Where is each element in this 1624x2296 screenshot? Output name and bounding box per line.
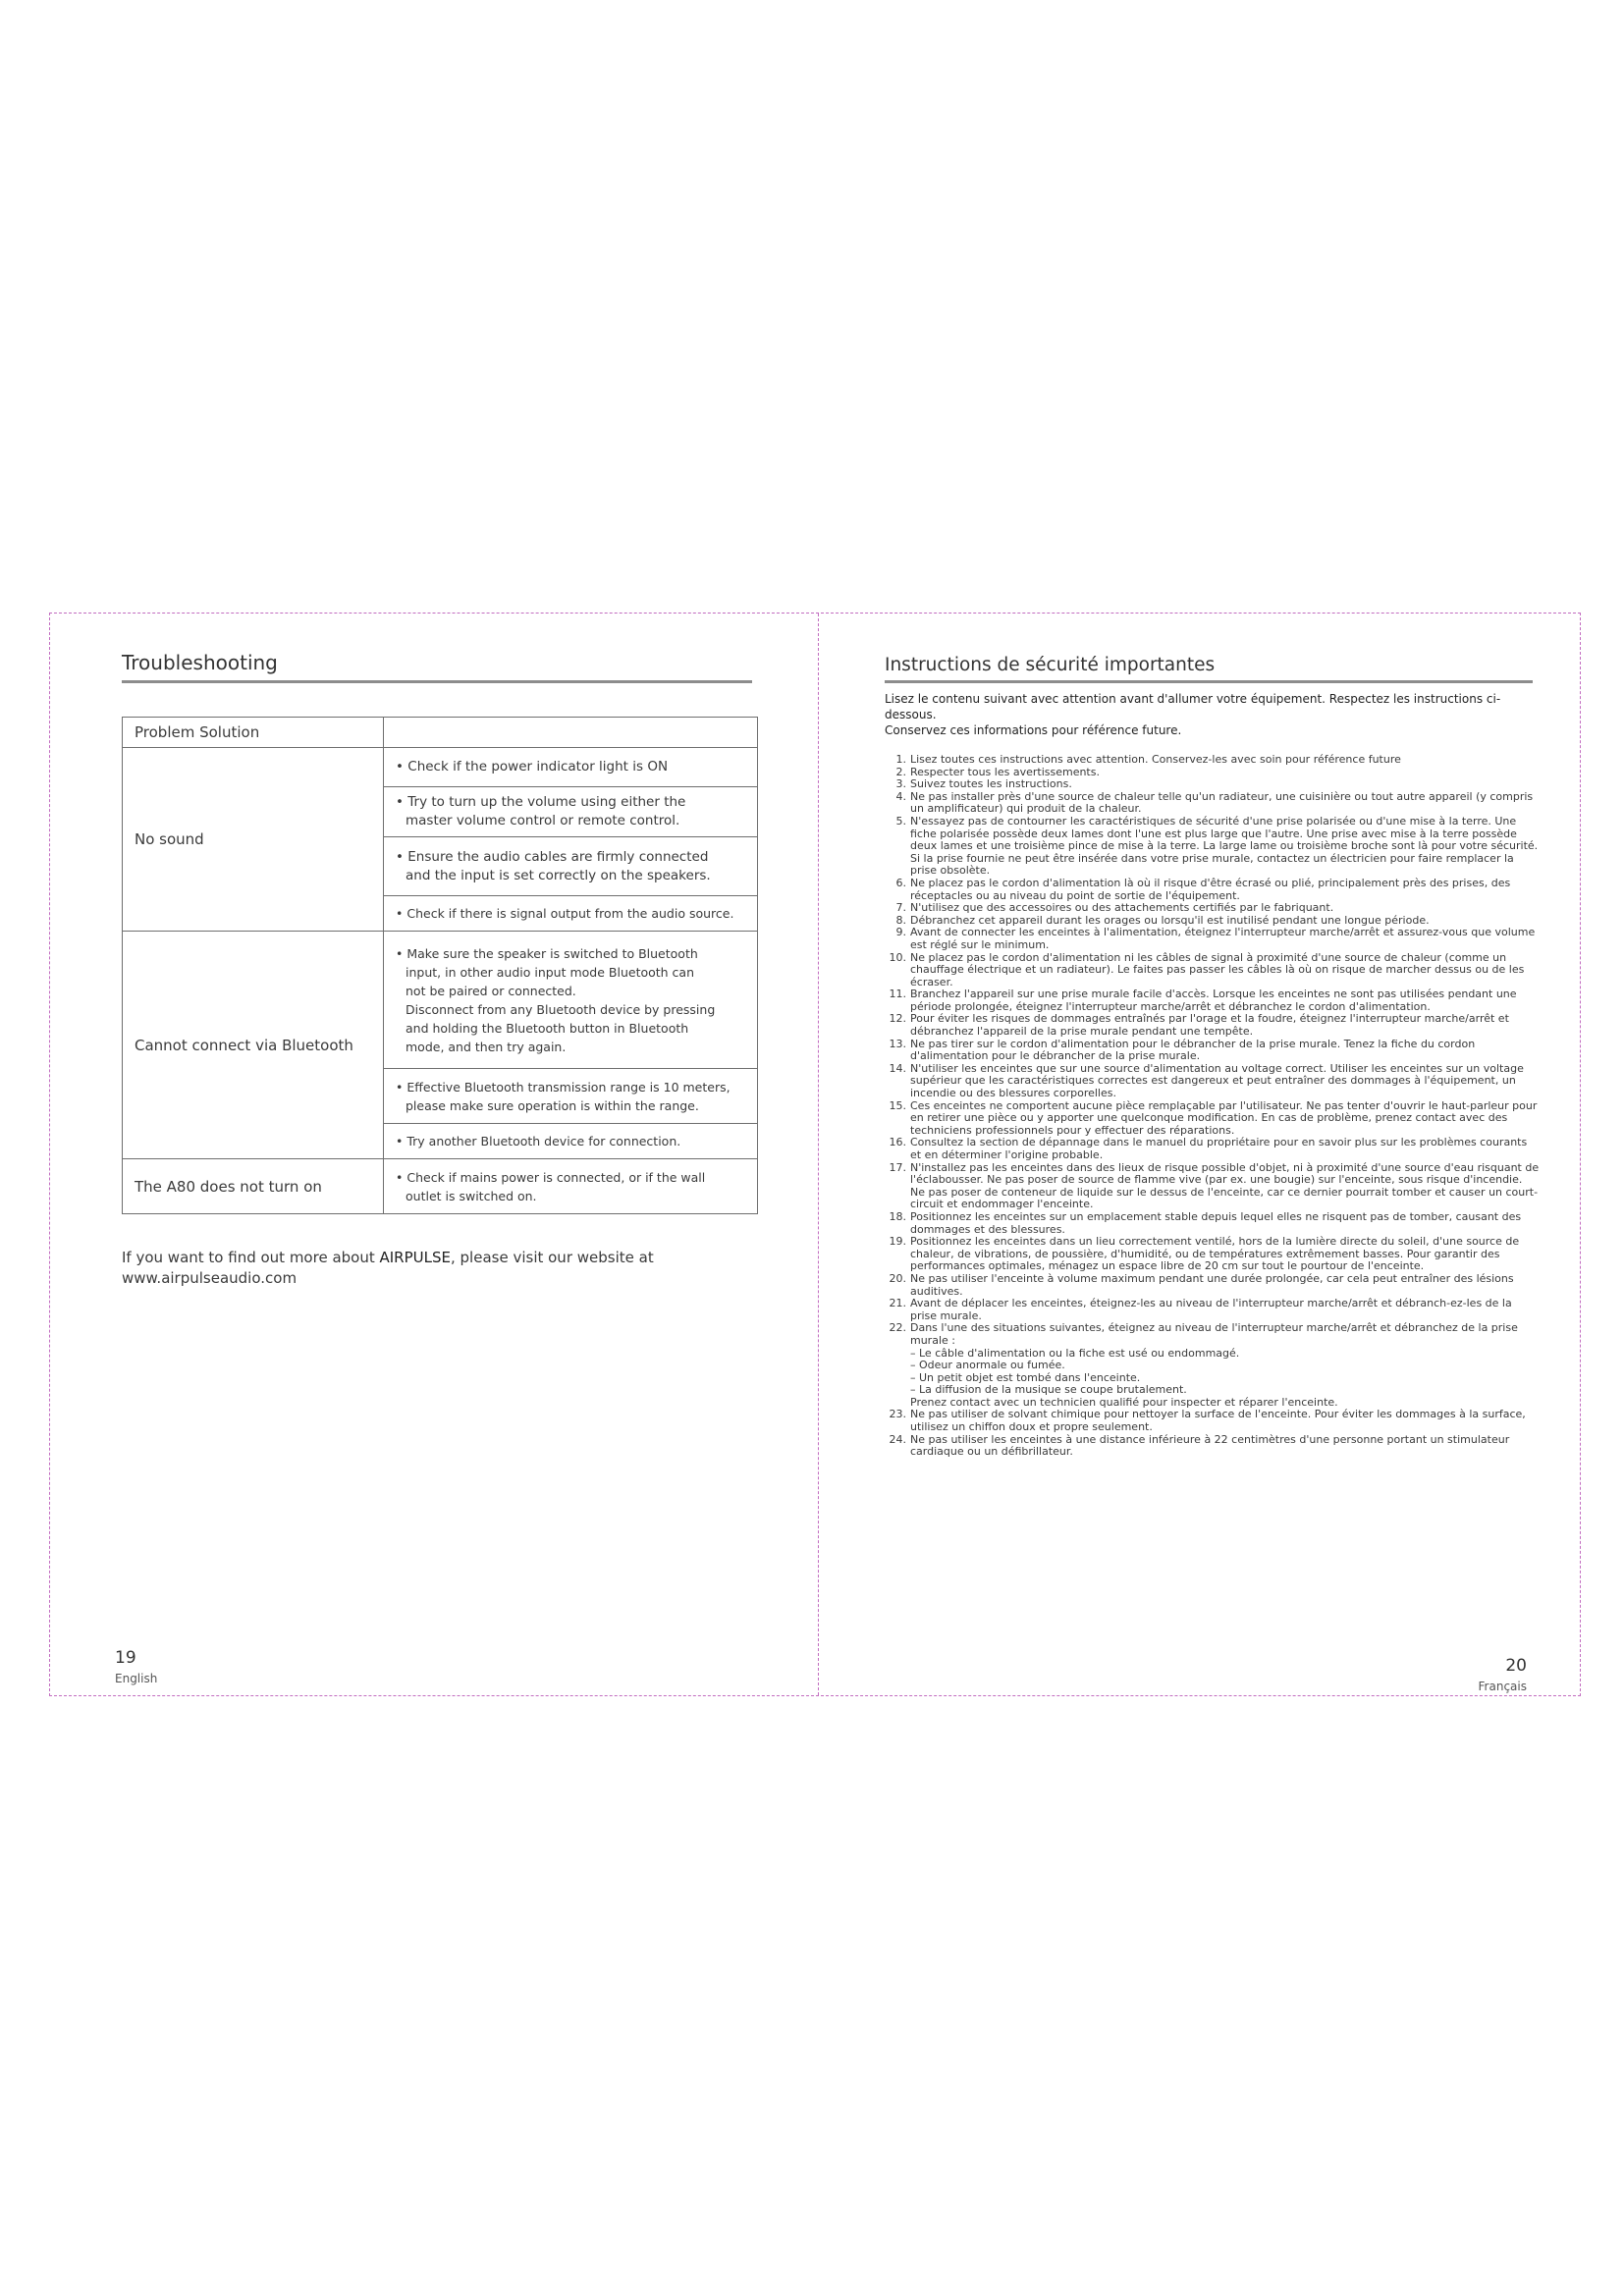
list-item	[885, 988, 1540, 1013]
list-item-number: 12.	[889, 1012, 906, 1026]
list-item-text: Branchez l'appareil sur une prise murale facile d'accès. Lorsque les enceintes ne sont pas utilisées pendant une période prolongée, éteignez l'interrupteur marche/arrêt et débranchez le cordon d'alimentation.	[910, 988, 1517, 1013]
list-item	[885, 1236, 1540, 1273]
list-item-number: 1.	[895, 753, 906, 766]
list-item-text: Ne pas utiliser l'enceinte à volume maximum pendant une durée prolongée, car cela peut entraîner des lésions auditives.	[910, 1271, 1514, 1298]
solution-text: please make sure operation is within the range.	[406, 1097, 699, 1113]
list-item-number: 7.	[895, 901, 906, 915]
list-item	[885, 1039, 1540, 1063]
solution-text: • Make sure the speaker is switched to Bluetooth	[396, 945, 698, 961]
table-row	[123, 748, 758, 787]
solution-text: • Effective Bluetooth transmission range is 10 meters,	[396, 1079, 731, 1095]
list-item	[885, 878, 1540, 902]
solution-text: mode, and then try again.	[406, 1039, 567, 1054]
intro-line: Conservez ces informations pour référence future.	[885, 723, 1182, 737]
list-item-text: N'utiliser les enceintes que sur une source d'alimentation au voltage correct. Utiliser les enceintes sur un voltage supérieur que les caractéristiques correctes est dangereux et peut entraîner des dommages à l'équipement, un incendie ou des blessures corporelles.	[910, 1061, 1524, 1100]
list-item-text: Lisez toutes ces instructions avec attention. Conservez-les avec soin pour référence future	[910, 753, 1401, 766]
list-subitem: Prenez contact avec un technicien qualifié pour inspecter et réparer l'enceinte.	[910, 1395, 1338, 1409]
solution-text: not be paired or connected.	[406, 983, 576, 998]
list-item-number: 3.	[895, 777, 906, 791]
list-item-number: 8.	[895, 913, 906, 927]
list-item-text: Ne placez pas le cordon d'alimentation ni les câbles de signal à proximité d'une source de chaleur (comme un chauffage électrique et un radiateur). Le faites pas passer les câbles là où on risque de marcher dessus ou de les écraser.	[910, 950, 1525, 988]
list-item-text: Ne pas installer près d'une source de chaleur telle qu'un radiateur, une cuisinière ou tout autre appareil (y compris un amplificateur) qui produit de la chaleur.	[910, 789, 1534, 816]
solution-cell	[384, 1069, 758, 1124]
list-item-number: 19.	[889, 1235, 906, 1249]
list-item-text: Ces enceintes ne comportent aucune pièce remplaçable par l'utilisateur. Ne pas tenter d'ouvrir le haut-parleur pour en retirer une pièce ou y apporter une quelconque modification. En cas de problème, prenez contact avec des techniciens professionnels pour y effectuer des réparations.	[910, 1098, 1538, 1137]
solution-text: master volume control or remote control.	[406, 813, 680, 828]
solution-text: outlet is switched on.	[406, 1188, 537, 1203]
list-item-text: Dans l'une des situations suivantes, éteignez au niveau de l'interrupteur marche/arrêt et débranchez de la prise murale :	[910, 1321, 1518, 1347]
list-item-text: Respecter tous les avertissements.	[910, 765, 1100, 778]
list-item-number: 4.	[895, 789, 906, 803]
list-item-number: 11.	[889, 988, 906, 1001]
problem-bluetooth: Cannot connect via Bluetooth	[123, 932, 384, 1159]
list-item-text: N'utilisez que des accessoires ou des attachements certifiés par le fabriquant.	[910, 901, 1334, 915]
list-item-number: 18.	[889, 1209, 906, 1223]
page-language: Français	[1478, 1680, 1527, 1693]
list-item-text: Consultez la section de dépannage dans le manuel du propriétaire pour en savoir plus sur les problèmes courants et en déterminer l'origine probable.	[910, 1136, 1528, 1161]
list-subitem: – La diffusion de la musique se coupe brutalement.	[910, 1383, 1187, 1397]
safety-intro	[885, 691, 1535, 738]
list-item-text: Pour éviter les risques de dommages entraînés par l'orage et la foudre, éteignez l'interrupteur marche/arrêt et débranchez l'appareil de la prise murale pendant une tempête.	[910, 1012, 1509, 1039]
solution-cell	[384, 896, 758, 932]
heading-rule	[122, 680, 752, 683]
solution-cell	[384, 748, 758, 787]
website-url[interactable]: www.airpulseaudio.com	[122, 1269, 298, 1287]
list-item-text: Ne pas utiliser de solvant chimique pour nettoyer la surface de l'enceinte. Pour éviter les dommages à la surface, utilisez un chiffon doux et propre seulement.	[910, 1408, 1526, 1434]
list-item-number: 2.	[895, 765, 906, 778]
solution-cell	[384, 932, 758, 1069]
list-subitem: – Un petit objet est tombé dans l'enceinte.	[910, 1370, 1141, 1384]
list-item-text: Avant de déplacer les enceintes, éteignez-les au niveau de l'interrupteur marche/arrêt et débranch-ez-les de la prise murale.	[910, 1297, 1512, 1322]
solution-text: • Try to turn up the volume using either the	[396, 794, 686, 810]
solution-text: • Try another Bluetooth device for connection.	[396, 1134, 681, 1148]
table-row	[123, 932, 758, 1069]
list-item-number: 22.	[889, 1321, 906, 1335]
list-item-number: 5.	[895, 814, 906, 828]
list-item-number: 21.	[889, 1297, 906, 1310]
solution-cell	[384, 1159, 758, 1214]
solution-cell	[384, 837, 758, 896]
table-row	[123, 1159, 758, 1214]
list-item	[885, 816, 1540, 878]
table-header-row	[123, 718, 758, 748]
list-item	[885, 1162, 1540, 1211]
solution-text: input, in other audio input mode Bluetooth can	[406, 964, 695, 980]
list-item	[885, 1434, 1540, 1459]
list-subitem: – Le câble d'alimentation ou la fiche est usé ou endommagé.	[910, 1346, 1240, 1360]
list-item	[885, 791, 1540, 816]
list-item	[885, 1211, 1540, 1236]
list-item	[885, 1013, 1540, 1038]
intro-line: Lisez le contenu suivant avec attention avant d'allumer votre équipement. Respectez les instructions ci-dessous.	[885, 692, 1501, 721]
list-subitem: – Odeur anormale ou fumée.	[910, 1359, 1065, 1372]
manual-spread	[49, 613, 1581, 1696]
table-header-right	[384, 718, 758, 748]
list-item	[885, 1273, 1540, 1298]
list-item-number: 23.	[889, 1408, 906, 1421]
solution-text: • Check if there is signal output from the audio source.	[396, 906, 734, 921]
list-item	[885, 1322, 1540, 1409]
list-item-number: 6.	[895, 876, 906, 889]
list-item-text: N'installez pas les enceintes dans des lieux de risque possible d'objet, ni à proximité d'une source d'eau risquant de l'éclabousser. Ne pas poser de source de flamme vive (par ex. une bougie) sur l'enceinte, sous risque d'incendie. Ne pas poser de conteneur de liquide sur le dessus de l'enceinte, car ce dernier pourrait tomber et causer un court-circuit et endommager l'enceinte.	[910, 1160, 1540, 1211]
list-item	[885, 1298, 1540, 1322]
solution-text: and the input is set correctly on the speakers.	[406, 867, 711, 883]
list-item	[885, 1063, 1540, 1100]
brand-name: AIRPULSE	[379, 1249, 451, 1266]
solution-text: • Check if the power indicator light is ON	[396, 759, 669, 774]
page-english	[50, 614, 818, 1695]
list-item-text: Ne pas tirer sur le cordon d'alimentation pour le débrancher de la prise murale. Tenez la fiche du cordon d'alimentation pour le débrancher de la prise murale.	[910, 1037, 1476, 1063]
list-item-text: Ne placez pas le cordon d'alimentation là où il risque d'être écrasé ou plié, principalement près des prises, des réceptacles ou au niveau du point de sortie de l'équipement.	[910, 876, 1511, 902]
list-item-text: Positionnez les enceintes dans un lieu correctement ventilé, hors de la lumière directe du soleil, d'une source de chaleur, de vibrations, de poussière, d'humidité, ou de températures extrêmement basses. Pour garantir des performances optimales, ménagez un espace libre de 20 cm sur tout le pourtour de l'enceinte.	[910, 1235, 1520, 1273]
list-item-text: Ne pas utiliser les enceintes à une distance inférieure à 22 centimètres d'une personne portant un stimulateur cardiaque ou un défibrillateur.	[910, 1432, 1510, 1459]
list-item-text: Suivez toutes les instructions.	[910, 777, 1072, 791]
troubleshooting-heading: Troubleshooting	[122, 651, 278, 674]
list-item-text: Débranchez cet appareil durant les orages ou lorsqu'il est inutilisé pendant une longue période.	[910, 913, 1430, 927]
safety-list	[885, 754, 1540, 1459]
list-item-number: 14.	[889, 1061, 906, 1075]
list-item	[885, 927, 1540, 951]
list-item-number: 17.	[889, 1160, 906, 1174]
problem-no-power: The A80 does not turn on	[123, 1159, 384, 1214]
list-item-number: 24.	[889, 1432, 906, 1446]
solution-cell	[384, 1124, 758, 1159]
list-item-number: 9.	[895, 926, 906, 939]
list-item	[885, 952, 1540, 989]
solution-text: and holding the Bluetooth button in Bluetooth	[406, 1020, 689, 1036]
list-item-number: 13.	[889, 1037, 906, 1050]
page-french	[819, 614, 1582, 1695]
list-item-number: 20.	[889, 1271, 906, 1285]
list-item-number: 16.	[889, 1136, 906, 1149]
page-number: 20	[1505, 1656, 1527, 1676]
solution-text: • Ensure the audio cables are firmly connected	[396, 848, 709, 865]
safety-heading: Instructions de sécurité importantes	[885, 655, 1216, 675]
solution-cell	[384, 787, 758, 837]
troubleshooting-table	[122, 717, 758, 1214]
solution-text: Disconnect from any Bluetooth device by pressing	[406, 1001, 716, 1017]
page-number: 19	[115, 1648, 136, 1668]
list-item-text: Avant de connecter les enceintes à l'alimentation, éteignez l'interrupteur marche/arrêt et assurez-vous que volume est réglé sur le minimum.	[910, 926, 1536, 951]
website-note: If you want to find out more about AIRPULSE, please visit our website at www.airpulseaudio.com	[122, 1249, 654, 1287]
page-language: English	[115, 1672, 158, 1685]
problem-no-sound: No sound	[123, 748, 384, 932]
table-header: Problem Solution	[123, 718, 384, 748]
list-item	[885, 1137, 1540, 1161]
heading-rule	[885, 680, 1533, 683]
list-item	[885, 1100, 1540, 1138]
list-item-number: 10.	[889, 950, 906, 964]
solution-text: • Check if mains power is connected, or if the wall	[396, 1169, 706, 1185]
list-item-text: N'essayez pas de contourner les caractéristiques de sécurité d'une prise polarisée ou d'une mise à la terre. Une fiche polarisée possède deux lames dont l'une est plus large que l'autre. Une prise avec mise à la terre possède deux lames et une troisième pince de mise à la terre. La large lame ou troisième broche sont là pour votre sécurité. Si la prise fournie ne peut être insérée dans votre prise murale, contactez un électricien pour faire remplacer la prise obsolète.	[910, 814, 1539, 878]
list-item-number: 15.	[889, 1098, 906, 1112]
list-item	[885, 1409, 1540, 1433]
list-item-text: Positionnez les enceintes sur un emplacement stable depuis lequel elles ne risquent pas de tomber, causant des dommages et des blessures.	[910, 1209, 1522, 1236]
